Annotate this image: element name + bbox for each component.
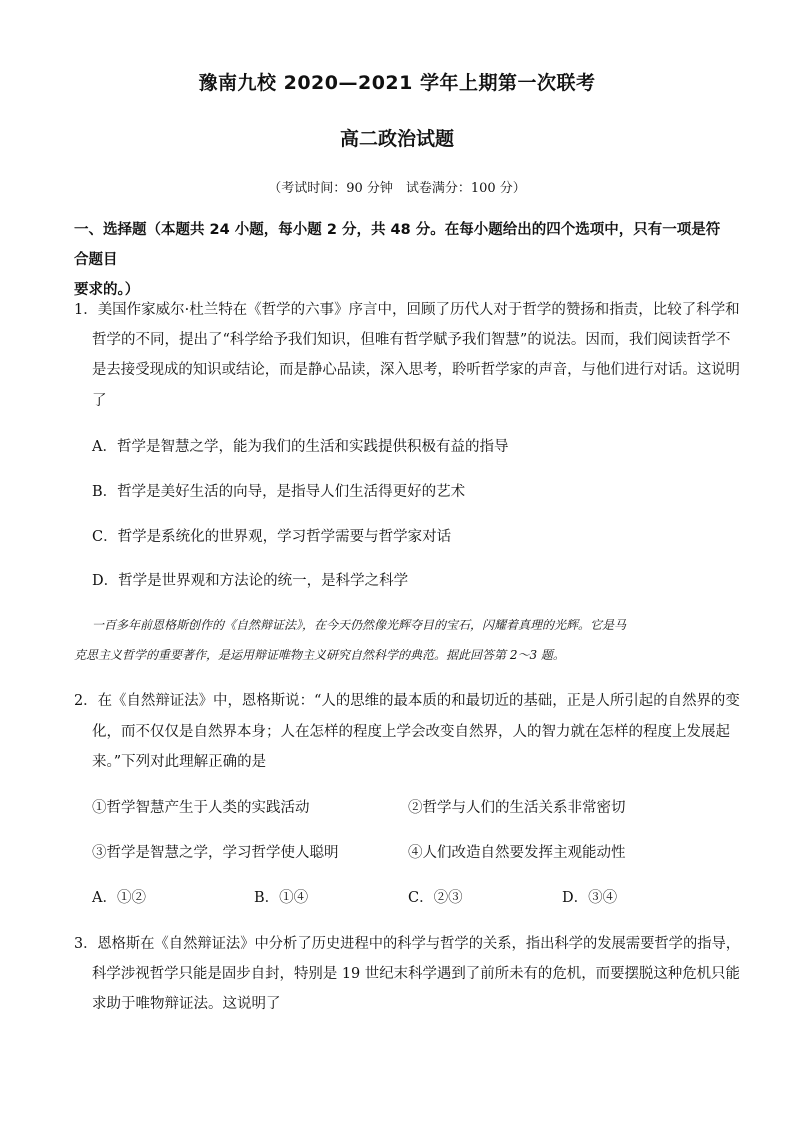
q1-stem-line: 了 — [92, 393, 107, 409]
material-line: 一百多年前恩格斯创作的《自然辩证法》，在今天仍然像光辉夺目的宝石，闪耀着真理的光辉。它是马 — [92, 618, 627, 632]
q2-stem-line: 来。”下列对此理解正确的是 — [92, 754, 267, 770]
q2-statement-3: ③哲学是智慧之学，学习哲学使人聪明 — [92, 845, 339, 861]
q1-stem-line: 1．美国作家威尔·杜兰特在《哲学的六事》序言中，回顾了历代人对于哲学的赞扬和指责，比较了科学和 — [74, 302, 740, 318]
exam-info: （考试时间：90 分钟 试卷满分：100 分） — [268, 181, 526, 196]
q2-statement-1: ①哲学智慧产生于人类的实践活动 — [92, 800, 310, 816]
q1-option-a: A．哲学是智慧之学，能为我们的生活和实践提供积极有益的指导 — [92, 439, 509, 455]
q1-stem-line: 哲学的不同，提出了“科学给予我们知识，但唯有哲学赋予我们智慧”的说法。因而，我们阅读哲学不 — [92, 332, 731, 348]
material-line: 克思主义哲学的重要著作，是运用辩证唯物主义研究自然科学的典范。据此回答第 2～3 题。 — [74, 648, 565, 662]
q2-choice-a: A．①② — [92, 890, 146, 906]
q1-option-d: D．哲学是世界观和方法论的统一，是科学之科学 — [92, 573, 409, 589]
q2-choice-c: C．②③ — [408, 890, 463, 906]
q1-option-c: C．哲学是系统化的世界观，学习哲学需要与哲学家对话 — [92, 529, 452, 545]
q2-choice-d: D．③④ — [562, 890, 618, 906]
section-heading-line: 要求的。） — [74, 282, 140, 298]
q2-statement-2: ②哲学与人们的生活关系非常密切 — [408, 800, 626, 816]
exam-title: 豫南九校 2020—2021 学年上期第一次联考 — [198, 72, 596, 94]
q2-choice-b: B．①④ — [254, 890, 309, 906]
q3-stem-line: 3．恩格斯在《自然辩证法》中分析了历史进程中的科学与哲学的关系，指出科学的发展需要哲学的指导， — [74, 936, 741, 952]
q2-stem-line: 化，而不仅仅是自然界本身；人在怎样的程度上学会改变自然界，人的智力就在怎样的程度上发展起 — [92, 724, 730, 740]
exam-subject: 高二政治试题 — [339, 128, 454, 150]
q1-option-b: B．哲学是美好生活的向导，是指导人们生活得更好的艺术 — [92, 484, 466, 500]
section-heading-line: 一、选择题（本题共 24 小题，每小题 2 分，共 48 分。在每小题给出的四个选项中，只有一项是符合题目 — [74, 222, 721, 268]
q3-stem-line: 求助于唯物辩证法。这说明了 — [92, 996, 281, 1012]
q2-stem-line: 2．在《自然辩证法》中，恩格斯说：“人的思维的最本质的和最切近的基础，正是人所引起的自然界的变 — [74, 693, 740, 709]
section-heading — [74, 215, 734, 305]
q3-stem-line: 科学涉视哲学只能是固步自封，特别是 19 世纪末科学遇到了前所未有的危机，而要摆脱这种危机只能 — [92, 966, 740, 982]
q1-stem-line: 是去接受现成的知识或结论，而是静心品读，深入思考，聆听哲学家的声音，与他们进行对话。这说明 — [92, 362, 740, 378]
q2-statement-4: ④人们改造自然要发挥主观能动性 — [408, 845, 626, 861]
